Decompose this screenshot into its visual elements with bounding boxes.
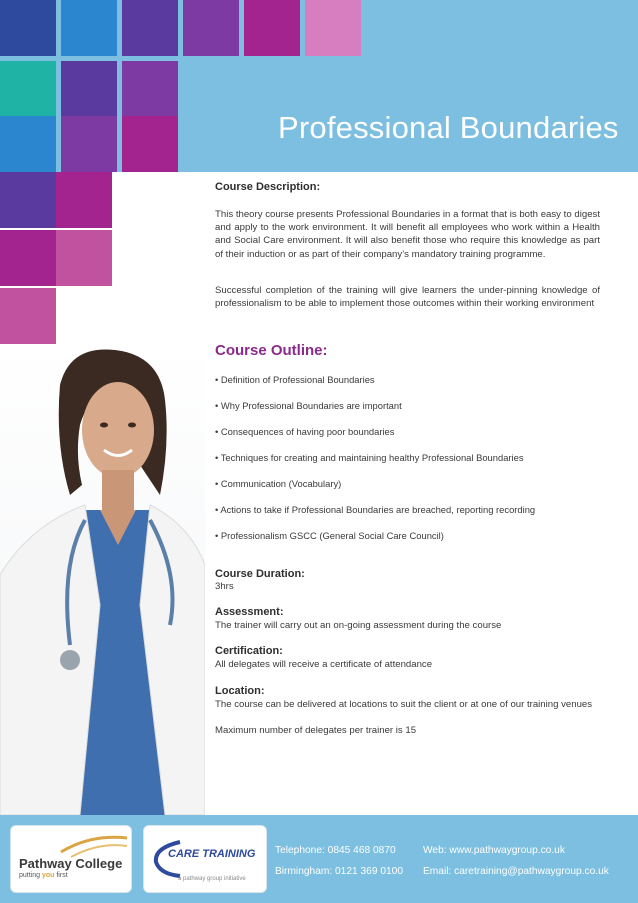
outline-item: • Professionalism GSCC (General Social Care Council)	[215, 530, 444, 541]
duration-text: 3hrs	[215, 581, 234, 592]
mosaic-tile	[61, 0, 117, 56]
mosaic-tile	[122, 61, 178, 117]
nurse-photo	[0, 345, 205, 815]
logo-care-training-name: CARE TRAINING	[168, 848, 256, 860]
description-paragraph-1: This theory course presents Professional Boundaries in a format that is both easy to digest and apply to the work environment. It will benefit all employees who work within a Health and Social Care environment. It will also benefit those who require this knowledge as part of their induction or as part of their company’s mandatory training programme.	[215, 209, 600, 260]
logo-care-training-subtitle: a pathway group initiative	[178, 876, 246, 882]
logo-college-name: Pathway College	[19, 856, 123, 871]
duration-heading: Course Duration:	[215, 568, 305, 580]
mosaic-tile	[0, 61, 56, 117]
outline-item: • Communication (Vocabulary)	[215, 478, 342, 489]
tagline-part: you	[41, 872, 55, 879]
outline-item: • Definition of Professional Boundaries	[215, 374, 375, 385]
outline-item: • Consequences of having poor boundaries	[215, 426, 395, 437]
logo-college-tagline	[19, 872, 68, 879]
certification-heading: Certification:	[215, 645, 283, 657]
mosaic-tile	[0, 0, 56, 56]
location-text: The course can be delivered at locations to suit the client or at one of our training venues	[215, 699, 593, 710]
mosaic-tile	[305, 0, 361, 56]
page-title: Professional Boundaries	[278, 110, 619, 145]
mosaic-tile	[122, 0, 178, 56]
description-heading: Course Description:	[215, 181, 321, 193]
mosaic-tile	[0, 116, 56, 172]
location-heading: Location:	[215, 685, 265, 697]
location-max-delegates: Maximum number of delegates per trainer is 15	[215, 725, 417, 736]
certification-text: All delegates will receive a certificate of attendance	[215, 659, 433, 670]
mosaic-tile	[56, 230, 112, 286]
pathway-college-logo	[10, 825, 132, 893]
mosaic-tile	[244, 0, 300, 56]
mosaic-tile	[61, 116, 117, 172]
assessment-heading: Assessment:	[215, 606, 284, 618]
mosaic-tile	[0, 288, 56, 344]
tagline-part: first	[54, 872, 68, 879]
footer-band	[0, 815, 638, 903]
email-link[interactable]: Email: caretraining@pathwaygroup.co.uk	[423, 866, 609, 877]
outline-item: • Techniques for creating and maintaining healthy Professional Boundaries	[215, 452, 524, 463]
mosaic-tile	[122, 116, 178, 172]
tagline-part: putting	[19, 872, 42, 879]
mosaic-tile	[183, 0, 239, 56]
care-training-logo	[143, 825, 267, 893]
description-paragraph-2: Successful completion of the training will give learners the under-pinning knowledge of professionalism to be able to implement those outcomes within their working environment	[215, 285, 600, 310]
mosaic-tile	[0, 230, 56, 286]
web-link[interactable]: Web: www.pathwaygroup.co.uk	[423, 845, 565, 856]
mosaic-tile	[61, 61, 117, 117]
outline-item: • Why Professional Boundaries are important	[215, 400, 402, 411]
outline-heading: Course Outline:	[215, 342, 328, 359]
assessment-text: The trainer will carry out an on-going assessment during the course	[215, 620, 502, 631]
telephone-text: Telephone: 0845 468 0870	[275, 845, 396, 856]
mosaic-tile	[0, 172, 56, 228]
header-band	[0, 0, 638, 172]
birmingham-phone-text: Birmingham: 0121 369 0100	[275, 866, 403, 877]
mosaic-tile	[56, 172, 112, 228]
outline-item: • Actions to take if Professional Boundaries are breached, reporting recording	[215, 504, 536, 515]
